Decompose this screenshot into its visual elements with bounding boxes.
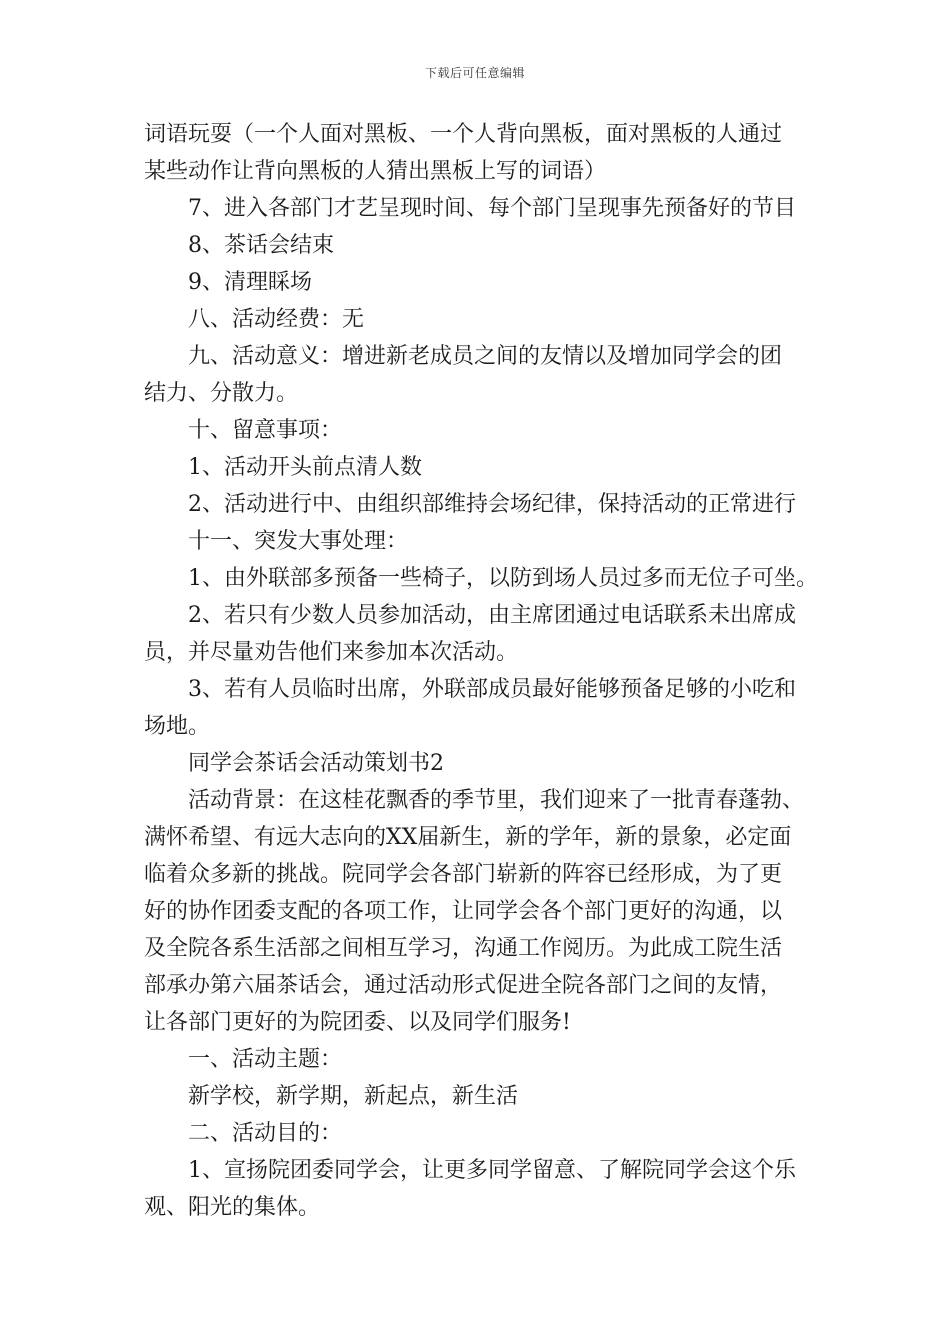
body-line: 1、活动开头前点清人数 [188,455,422,480]
body-line: 2、若只有少数人员参加活动，由主席团通过电话联系未出席成 [188,603,796,628]
body-line: 好的协作团委支配的各项工作，让同学会各个部门更好的沟通，以 [144,899,783,924]
document-body [144,116,818,1226]
body-line: 词语玩耍（一个人面对黑板、一个人背向黑板，面对黑板的人通过 [144,122,783,147]
section-heading: 一、活动主题： [188,1047,343,1072]
document-title: 同学会茶话会活动策划书2 [188,751,444,776]
section-heading: 十、留意事项： [188,418,343,443]
body-line: 9、清理睬场 [188,270,312,295]
body-line: 部承办第六届茶话会，通过活动形式促进全院各部门之间的友情， [144,973,783,998]
body-line: 3、若有人员临时出席，外联部成员最好能够预备足够的小吃和 [188,677,796,702]
page-header: 下载后可任意编辑 [424,66,525,80]
body-line: 1、由外联部多预备一些椅子，以防到场人员过多而无位子可坐。 [188,566,818,591]
body-line: 及全院各系生活部之间相互学习，沟通工作阅历。为此成工院生活 [144,936,783,961]
body-line: 活动背景：在这桂花飘香的季节里，我们迎来了一批青春蓬勃、 [188,788,805,813]
section-heading: 十一、突发大事处理： [188,529,409,554]
body-line: 结力、分散力。 [144,381,299,406]
body-line: 满怀希望、有远大志向的XX届新生，新的学年，新的景象，必定面 [144,825,792,850]
body-line: 7、进入各部门才艺呈现时间、每个部门呈现事先预备好的节目 [188,196,796,221]
body-line: 新学校，新学期，新起点，新生活 [188,1084,519,1109]
body-line: 8、茶话会结束 [188,233,334,258]
section-heading: 八、活动经费：无 [188,307,365,332]
body-line: 观、阳光的集体。 [144,1195,321,1220]
body-line: 员，并尽量劝告他们来参加本次活动。 [144,640,519,665]
body-line: 2、活动进行中、由组织部维持会场纪律，保持活动的正常进行 [188,492,796,517]
body-line: 场地。 [144,714,211,739]
body-line: 让各部门更好的为院团委、以及同学们服务! [144,1010,571,1035]
body-line: 1、宣扬院团委同学会，让更多同学留意、了解院同学会这个乐 [188,1158,796,1183]
section-heading: 九、活动意义：增进新老成员之间的友情以及增加同学会的团 [188,344,783,369]
body-line: 临着众多新的挑战。院同学会各部门崭新的阵容已经形成，为了更 [144,862,783,887]
section-heading: 二、活动目的： [188,1121,343,1146]
body-line: 某些动作让背向黑板的人猜出黑板上写的词语） [144,159,607,184]
